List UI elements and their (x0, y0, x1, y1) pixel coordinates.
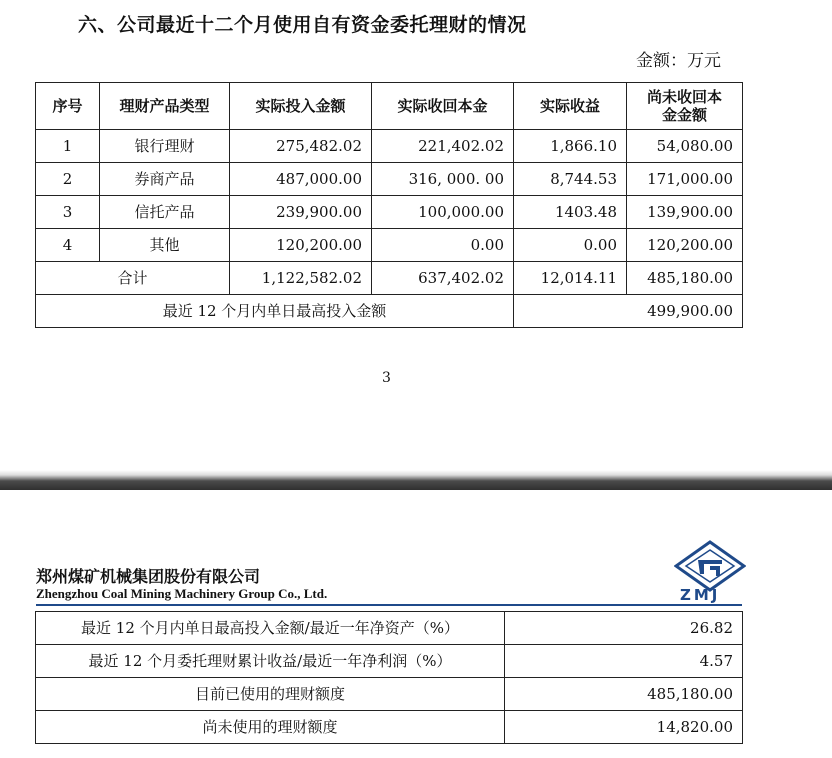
cell-outstanding: 120,200.00 (627, 229, 743, 262)
total-invested: 1,122,582.02 (230, 262, 372, 295)
ratio-value: 26.82 (505, 612, 743, 645)
ratio-table (35, 611, 743, 744)
amount-unit: 金额：万元 (636, 51, 721, 71)
cell-outstanding: 139,900.00 (627, 196, 743, 229)
cell-outstanding: 171,000.00 (627, 163, 743, 196)
cell-product-type: 券商产品 (100, 163, 230, 196)
company-name-en: Zhengzhou Coal Mining Machinery Group Co., Ltd. (36, 586, 328, 601)
header-outstanding-line1: 尚未收回本 (646, 88, 722, 106)
cell-product-type: 其他 (100, 229, 230, 262)
cell-invested: 487,000.00 (230, 163, 372, 196)
ratio-value: 4.57 (505, 645, 743, 678)
header-outstanding-line2: 金金额 (661, 106, 707, 124)
header-income: 实际收益 (514, 83, 627, 130)
cell-index: 2 (36, 163, 100, 196)
header-index: 序号 (36, 83, 100, 130)
cell-product-type: 银行理财 (100, 130, 230, 163)
cell-recovered: 100,000.00 (372, 196, 514, 229)
ratio-label: 最近 12 个月内单日最高投入金额/最近一年净资产（%） (36, 612, 505, 645)
cell-product-type: 信托产品 (100, 196, 230, 229)
header-recovered: 实际收回本金 (372, 83, 514, 130)
table-row (36, 711, 743, 744)
cell-income: 1,866.10 (514, 130, 627, 163)
table-row (36, 229, 743, 262)
ratio-label: 目前已使用的理财额度 (36, 678, 505, 711)
max-single-day-label: 最近 12 个月内单日最高投入金额 (36, 295, 514, 328)
header-invested: 实际投入金额 (230, 83, 372, 130)
cell-recovered: 0.00 (372, 229, 514, 262)
document-page-bottom (0, 490, 832, 758)
cell-index: 3 (36, 196, 100, 229)
company-name-cn: 郑州煤矿机械集团股份有限公司 (36, 567, 261, 586)
total-outstanding: 485,180.00 (627, 262, 743, 295)
cell-index: 1 (36, 130, 100, 163)
page-number: 3 (382, 370, 391, 386)
table-max-row (36, 295, 743, 328)
total-label: 合计 (36, 262, 230, 295)
table-total-row (36, 262, 743, 295)
header-rule (36, 604, 742, 606)
cell-income: 8,744.53 (514, 163, 627, 196)
cell-index: 4 (36, 229, 100, 262)
cell-invested: 275,482.02 (230, 130, 372, 163)
cell-recovered: 316, 000. 00 (372, 163, 514, 196)
wealth-management-table (35, 82, 743, 328)
table-row (36, 612, 743, 645)
table-row (36, 130, 743, 163)
max-single-day-value: 499,900.00 (514, 295, 743, 328)
table-row (36, 163, 743, 196)
cell-outstanding: 54,080.00 (627, 130, 743, 163)
cell-income: 1403.48 (514, 196, 627, 229)
ratio-value: 485,180.00 (505, 678, 743, 711)
ratio-label: 尚未使用的理财额度 (36, 711, 505, 744)
cell-recovered: 221,402.02 (372, 130, 514, 163)
header-outstanding (627, 83, 743, 130)
ratio-value: 14,820.00 (505, 711, 743, 744)
ratio-label: 最近 12 个月委托理财累计收益/最近一年净利润（%） (36, 645, 505, 678)
section-title: 六、公司最近十二个月使用自有资金委托理财的情况 (78, 14, 527, 36)
table-row (36, 678, 743, 711)
zmj-logo-text: ZMJ (680, 586, 721, 604)
table-row (36, 196, 743, 229)
cell-invested: 239,900.00 (230, 196, 372, 229)
table-row (36, 645, 743, 678)
total-income: 12,014.11 (514, 262, 627, 295)
cell-invested: 120,200.00 (230, 229, 372, 262)
table-header-row (36, 83, 743, 130)
page-separator (0, 470, 832, 490)
header-product-type: 理财产品类型 (100, 83, 230, 130)
total-recovered: 637,402.02 (372, 262, 514, 295)
cell-income: 0.00 (514, 229, 627, 262)
